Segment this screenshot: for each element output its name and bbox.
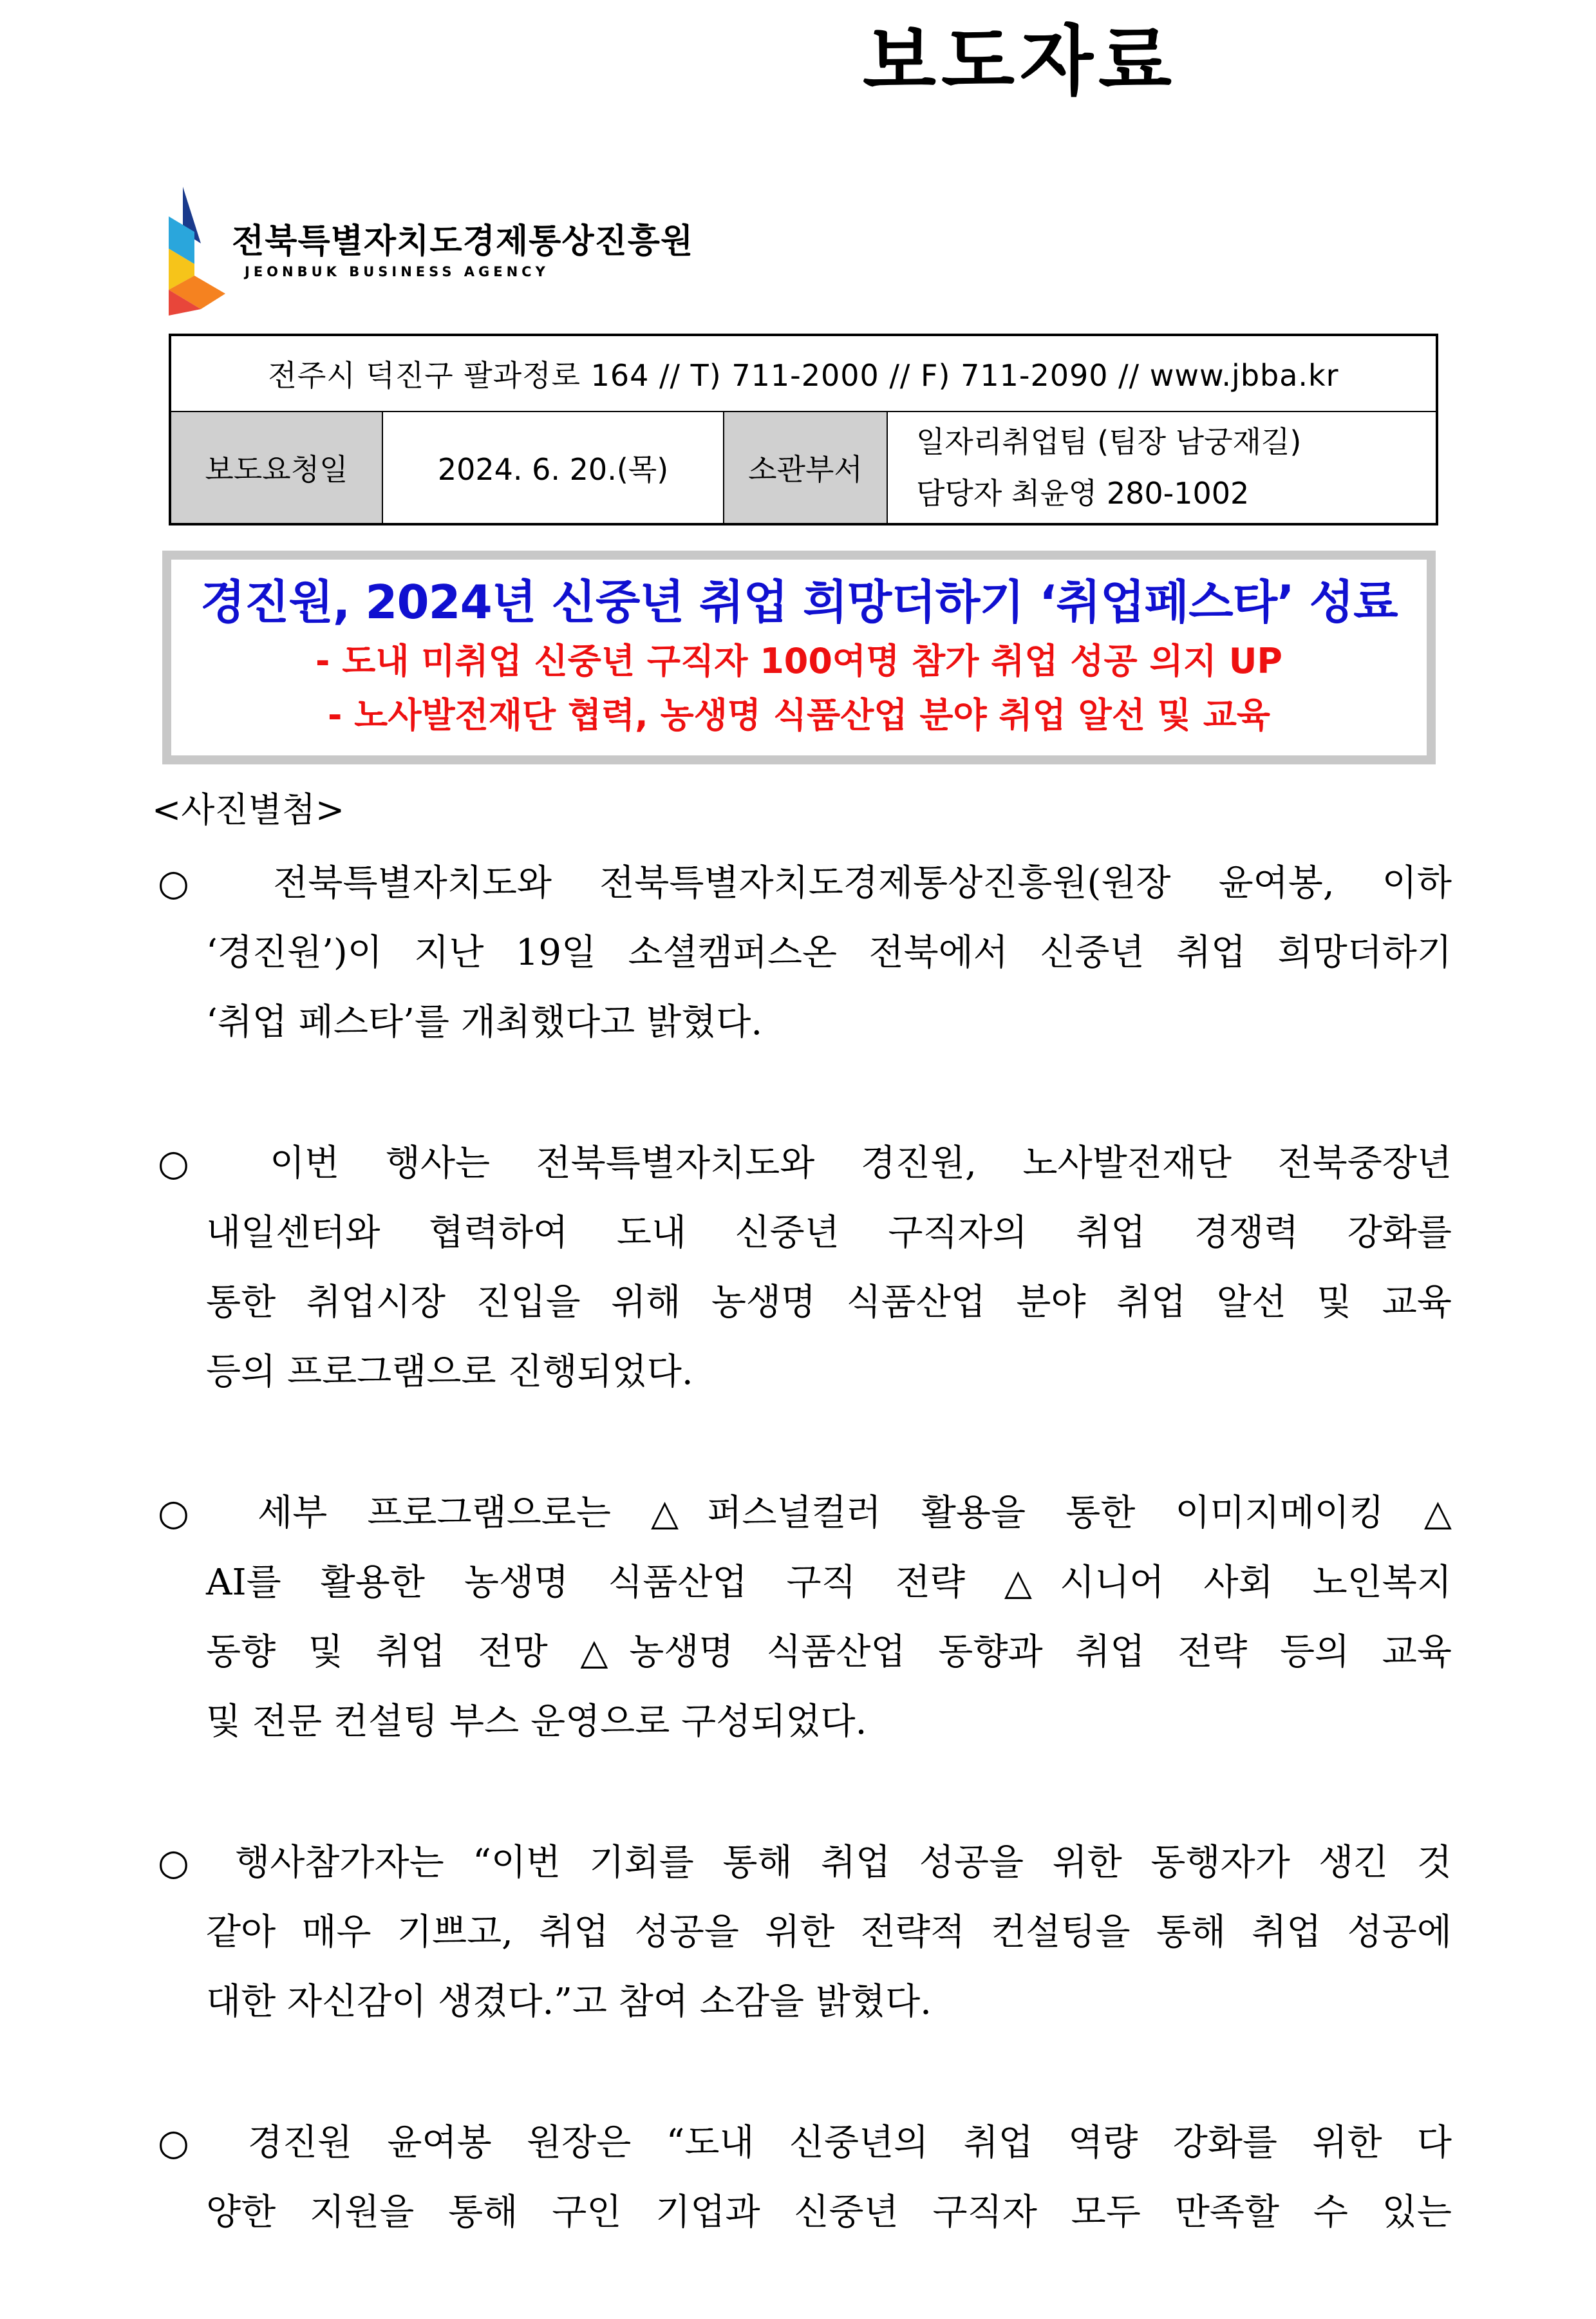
paragraph-line: ○ 세부 프로그램으로는 △퍼스널컬러 활용을 통한 이미지메이킹 △ — [158, 1492, 1452, 1534]
department-label: 소관부서 — [724, 412, 887, 524]
agency-name-en: JEONBUK BUSINESS AGENCY — [245, 264, 549, 279]
paragraph-line: ‘취업 페스타’를 개최했다고 밝혔다. — [206, 1001, 763, 1043]
headline-title: 경진원, 2024년 신중년 취업 희망더하기 ‘취업페스타’ 성료 — [200, 575, 1398, 629]
article-body — [158, 849, 1452, 2319]
headline-box — [162, 551, 1436, 764]
request-date-label: 보도요청일 — [170, 412, 382, 524]
paragraph-line: 동향 및 취업 전망 △농생명 식품산업 동향과 취업 전략 등의 교육 — [206, 1631, 1452, 1673]
paragraph-line: 내일센터와 협력하여 도내 신중년 구직자의 취업 경쟁력 강화를 — [206, 1212, 1452, 1254]
paragraph-line: ○ 경진원 윤여봉 원장은 “도내 신중년의 취업 역량 강화를 위한 다 — [158, 2122, 1452, 2164]
headline-subtitle-2: - 노사발전재단 협력, 농생명 식품산업 분야 취업 알선 및 교육 — [327, 695, 1271, 735]
request-date: 2024. 6. 20.(목) — [382, 412, 724, 524]
press-info-table — [169, 334, 1438, 525]
agency-logo-mark-icon — [169, 187, 230, 316]
paragraph-line: 및 전문 컨설팅 부스 운영으로 구성되었다. — [206, 1701, 867, 1743]
department-team: 일자리취업팀 (팀장 남궁재길) — [916, 424, 1302, 459]
paragraph-line: AI를 활용한 농생명 식품산업 구직 전략 △시니어 사회 노인복지 — [206, 1562, 1452, 1604]
department-contact: 담당자 최윤영 280-1002 — [916, 476, 1250, 511]
contact-address: 전주시 덕진구 팔과정로 164 // T) 711-2000 // F) 711-2090 // www.jbba.kr — [170, 335, 1437, 412]
page-title: 보도자료 — [863, 17, 1177, 106]
paragraph-line: 같아 매우 기쁘고, 취업 성공을 위한 전략적 컨설팅을 통해 취업 성공에 — [206, 1911, 1452, 1953]
department-info — [887, 412, 1437, 524]
paragraph-line: 양한 지원을 통해 구인 기업과 신중년 구직자 모두 만족할 수 있는 — [206, 2191, 1452, 2233]
paragraph-line: ‘경진원’)이 지난 19일 소셜캠퍼스온 전북에서 신중년 취업 희망더하기 — [206, 932, 1452, 974]
paragraph-line: 등의 프로그램으로 진행되었다. — [206, 1351, 693, 1393]
paragraph — [158, 1129, 1452, 1407]
agency-logo — [169, 187, 694, 316]
paragraph-line: ○ 이번 행사는 전북특별자치도와 경진원, 노사발전재단 전북중장년 — [158, 1142, 1452, 1184]
paragraph-line: ○ 전북특별자치도와 전북특별자치도경제통상진흥원(원장 윤여봉, 이하 — [158, 862, 1452, 904]
paragraph-line: 대한 자신감이 생겼다.”고 참여 소감을 밝혔다. — [206, 1981, 932, 2023]
paragraph-line: ○ 행사참가자는 “이번 기회를 통해 취업 성공을 위한 동행자가 생긴 것 — [158, 1842, 1452, 1884]
paragraph — [158, 849, 1452, 1057]
paragraph — [158, 1479, 1452, 1757]
agency-name-ko: 전북특별자치도경제통상진흥원 — [232, 222, 694, 261]
photo-attachment-note: <사진별첨> — [152, 790, 345, 830]
headline-subtitle-1: - 도내 미취업 신중년 구직자 100여명 참가 취업 성공 의지 UP — [315, 641, 1282, 681]
paragraph — [158, 2108, 1452, 2248]
paragraph — [158, 1828, 1452, 2037]
paragraph-line: 통한 취업시장 진입을 위해 농생명 식품산업 분야 취업 알선 및 교육 — [206, 1282, 1452, 1323]
